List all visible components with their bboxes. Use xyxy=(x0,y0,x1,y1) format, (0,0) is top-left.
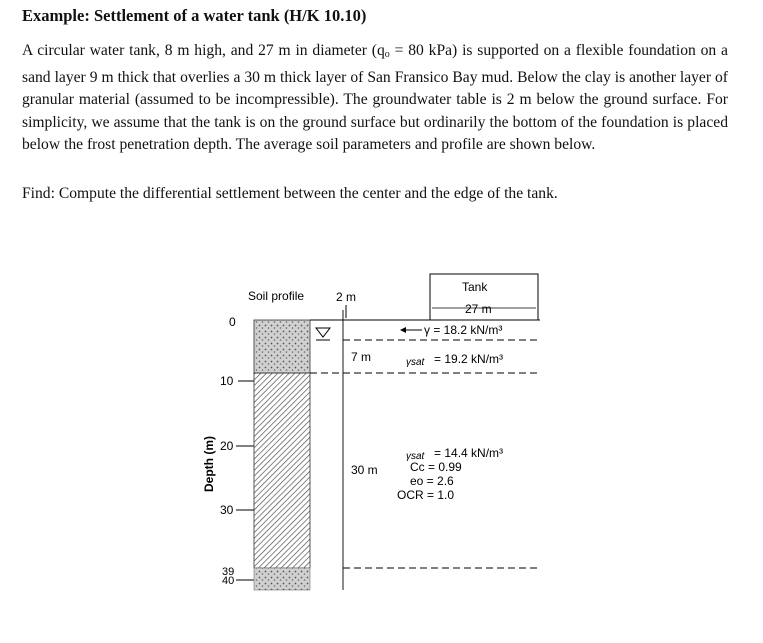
water-table-icon xyxy=(316,328,330,340)
tick-30: 30 xyxy=(220,503,234,517)
tick-10: 10 xyxy=(220,374,234,388)
sand-gamma-sat-symbol: γsat xyxy=(406,357,425,368)
tank-width-label: 27 m xyxy=(465,302,492,316)
clay-gamma-sat-value: = 14.4 kN/m³ xyxy=(434,446,504,460)
paragraph-subscript: o xyxy=(384,49,390,60)
clay-gamma-sat-symbol: γsat xyxy=(406,451,425,462)
gamma-arrowhead xyxy=(400,327,406,333)
depth-ticks xyxy=(220,315,254,587)
sand-thickness-label: 7 m xyxy=(351,350,372,364)
granular-layer xyxy=(254,568,310,590)
sand-layer xyxy=(254,320,310,373)
tick-39: 39 xyxy=(222,566,235,578)
tick-20: 20 xyxy=(220,439,234,453)
clay-cc: Cc = 0.99 xyxy=(410,460,462,474)
clay-ocr: OCR = 1.0 xyxy=(397,488,455,502)
sand-gamma: γ = 18.2 kN/m³ xyxy=(424,323,503,337)
find-statement: Find: Compute the differential settlement between the center and the edge of the tank. xyxy=(22,185,558,202)
paragraph-text-1: A circular water tank, 8 m high, and 27 m in diameter (q xyxy=(22,42,385,59)
clay-e0: eo = 2.6 xyxy=(410,474,454,488)
tick-40: 40 xyxy=(222,575,235,587)
depth-axis-label: Depth (m) xyxy=(202,436,216,492)
clay-thickness-label: 30 m xyxy=(351,463,378,477)
example-title: Example: Settlement of a water tank (H/K 10.10) xyxy=(22,6,367,25)
clay-layer xyxy=(254,373,310,568)
gwt-depth-label: 2 m xyxy=(336,290,357,304)
sand-gamma-sat-value: = 19.2 kN/m³ xyxy=(434,352,504,366)
tick-0: 0 xyxy=(229,315,236,329)
soil-profile-label: Soil profile xyxy=(248,289,305,303)
paragraph-text-2: = 80 kPa) is supported on a flexible foundation on a sand layer 9 m thick that overlies a 30 m thick layer of San Fransico Bay mud. Below the clay is another layer of granular material (assumed to be incompressible). The groundwater table is 2 m below the ground surface. For simplicity, we assume that the tank is on the ground surface but ordinarily the bottom of the foundation is placed below the frost penetration depth. The average soil parameters and profile are shown below. xyxy=(22,42,728,154)
tank-label: Tank xyxy=(462,280,488,294)
